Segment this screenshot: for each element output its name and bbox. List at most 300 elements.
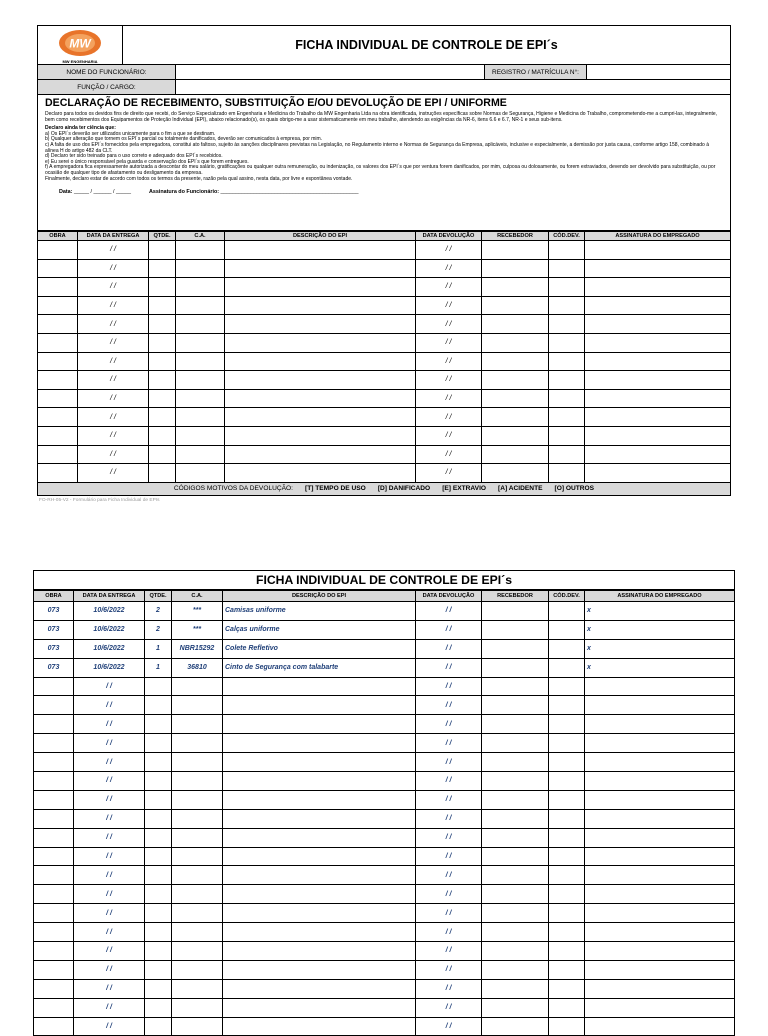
table-cell[interactable] [549,753,585,772]
table-cell[interactable] [482,658,549,677]
table-cell[interactable] [585,426,731,445]
table-cell[interactable] [482,790,549,809]
table-cell[interactable] [38,426,78,445]
table-cell[interactable]: / / [416,696,482,715]
table-cell[interactable] [585,333,731,352]
table-cell[interactable]: / / [74,942,145,961]
table-cell[interactable]: 36810 [172,658,223,677]
table-cell[interactable] [549,408,585,427]
table-cell[interactable]: NBR15292 [172,639,223,658]
funcao-field[interactable] [176,80,730,94]
table-cell[interactable] [482,734,549,753]
table-cell[interactable] [145,960,172,979]
table-cell[interactable] [145,828,172,847]
table-cell[interactable]: / / [78,278,149,297]
table-cell[interactable] [223,790,416,809]
table-cell[interactable] [482,809,549,828]
table-cell[interactable] [225,389,416,408]
table-cell[interactable] [225,259,416,278]
table-cell[interactable] [176,259,225,278]
table-cell[interactable] [149,352,176,371]
table-cell[interactable]: / / [416,847,482,866]
table-cell[interactable]: / / [74,866,145,885]
table-cell[interactable]: 10/6/2022 [74,602,145,621]
table-cell[interactable] [585,352,731,371]
table-cell[interactable] [482,333,549,352]
table-cell[interactable] [223,885,416,904]
table-cell[interactable] [585,389,731,408]
table-cell[interactable] [176,296,225,315]
table-cell[interactable]: / / [78,464,149,483]
table-cell[interactable] [482,942,549,961]
table-cell[interactable]: 073 [34,602,74,621]
table-cell[interactable] [149,296,176,315]
table-cell[interactable] [34,885,74,904]
table-cell[interactable] [34,923,74,942]
table-cell[interactable] [585,809,735,828]
table-cell[interactable] [482,923,549,942]
table-cell[interactable] [482,979,549,998]
table-cell[interactable] [223,696,416,715]
table-cell[interactable] [145,942,172,961]
table-cell[interactable]: 1 [145,658,172,677]
table-cell[interactable] [549,715,585,734]
table-cell[interactable] [225,352,416,371]
table-cell[interactable] [38,315,78,334]
table-cell[interactable]: / / [416,389,482,408]
table-cell[interactable] [145,979,172,998]
table-cell[interactable] [549,389,585,408]
table-cell[interactable] [223,753,416,772]
table-cell[interactable] [34,979,74,998]
table-cell[interactable] [223,979,416,998]
table-cell[interactable]: / / [74,734,145,753]
table-cell[interactable]: x [585,602,735,621]
table-cell[interactable] [549,696,585,715]
table-cell[interactable] [549,278,585,297]
table-cell[interactable] [585,715,735,734]
table-cell[interactable] [482,389,549,408]
table-cell[interactable] [225,333,416,352]
table-cell[interactable]: / / [74,772,145,791]
table-cell[interactable]: / / [416,333,482,352]
table-cell[interactable] [145,1017,172,1036]
table-cell[interactable] [38,278,78,297]
table-cell[interactable] [225,445,416,464]
table-cell[interactable] [585,772,735,791]
table-cell[interactable]: / / [416,241,482,260]
table-cell[interactable] [585,464,731,483]
table-cell[interactable] [145,734,172,753]
table-cell[interactable] [549,809,585,828]
table-cell[interactable] [585,790,735,809]
table-cell[interactable]: / / [416,1017,482,1036]
table-cell[interactable] [549,979,585,998]
table-cell[interactable] [149,241,176,260]
table-cell[interactable] [585,445,731,464]
table-cell[interactable]: 10/6/2022 [74,639,145,658]
table-cell[interactable] [149,259,176,278]
table-cell[interactable] [223,715,416,734]
table-cell[interactable] [38,389,78,408]
table-cell[interactable] [549,677,585,696]
table-cell[interactable]: / / [416,866,482,885]
table-cell[interactable] [549,847,585,866]
table-cell[interactable]: / / [416,426,482,445]
table-cell[interactable] [145,885,172,904]
table-cell[interactable] [585,847,735,866]
date-fill[interactable]: _____ / ______ / _____ [73,189,131,196]
table-cell[interactable] [149,426,176,445]
table-cell[interactable]: / / [416,677,482,696]
table-cell[interactable]: / / [74,904,145,923]
table-cell[interactable]: / / [416,259,482,278]
table-cell[interactable] [585,241,731,260]
table-cell[interactable]: / / [78,408,149,427]
table-cell[interactable] [172,847,223,866]
table-cell[interactable] [585,371,731,390]
table-cell[interactable] [482,620,549,639]
table-cell[interactable]: / / [416,315,482,334]
table-cell[interactable]: / / [78,426,149,445]
table-cell[interactable]: 2 [145,602,172,621]
table-cell[interactable] [38,241,78,260]
table-cell[interactable] [34,998,74,1017]
table-cell[interactable]: / / [74,979,145,998]
table-cell[interactable]: / / [416,753,482,772]
table-cell[interactable] [172,923,223,942]
table-cell[interactable] [172,828,223,847]
table-cell[interactable] [549,960,585,979]
table-cell[interactable] [172,772,223,791]
table-cell[interactable] [482,371,549,390]
table-cell[interactable]: / / [416,772,482,791]
table-cell[interactable]: / / [74,753,145,772]
table-cell[interactable]: / / [416,960,482,979]
table-cell[interactable] [482,866,549,885]
table-cell[interactable] [225,371,416,390]
table-cell[interactable] [145,847,172,866]
table-cell[interactable] [585,1017,735,1036]
table-cell[interactable] [172,866,223,885]
table-cell[interactable]: / / [78,296,149,315]
table-cell[interactable] [38,296,78,315]
table-cell[interactable] [145,715,172,734]
table-cell[interactable] [225,464,416,483]
table-cell[interactable]: / / [74,828,145,847]
table-cell[interactable]: / / [416,904,482,923]
table-cell[interactable]: Cinto de Segurança com talabarte [223,658,416,677]
table-cell[interactable]: / / [416,998,482,1017]
table-cell[interactable] [38,371,78,390]
table-cell[interactable] [34,942,74,961]
signature-fill[interactable]: ______________________________________________ [220,189,359,196]
table-cell[interactable] [223,998,416,1017]
table-cell[interactable]: / / [416,828,482,847]
table-cell[interactable] [225,315,416,334]
table-cell[interactable] [149,371,176,390]
table-cell[interactable] [482,715,549,734]
table-cell[interactable]: / / [416,278,482,297]
table-cell[interactable] [145,809,172,828]
table-cell[interactable] [145,904,172,923]
table-cell[interactable] [549,866,585,885]
table-cell[interactable]: / / [74,885,145,904]
table-cell[interactable] [34,960,74,979]
table-cell[interactable]: / / [78,333,149,352]
table-cell[interactable]: Calças uniforme [223,620,416,639]
table-cell[interactable] [172,979,223,998]
table-cell[interactable] [482,885,549,904]
table-cell[interactable] [223,1017,416,1036]
table-cell[interactable] [145,753,172,772]
table-cell[interactable]: / / [416,620,482,639]
table-cell[interactable] [225,278,416,297]
table-cell[interactable] [549,352,585,371]
table-cell[interactable] [482,847,549,866]
table-cell[interactable] [223,772,416,791]
table-cell[interactable] [176,241,225,260]
table-cell[interactable]: / / [416,790,482,809]
table-cell[interactable] [145,866,172,885]
table-cell[interactable] [149,278,176,297]
table-cell[interactable] [38,408,78,427]
table-cell[interactable] [549,315,585,334]
table-cell[interactable]: / / [416,942,482,961]
table-cell[interactable]: / / [416,923,482,942]
table-cell[interactable] [223,960,416,979]
table-cell[interactable] [149,464,176,483]
table-cell[interactable] [223,734,416,753]
table-cell[interactable]: 073 [34,658,74,677]
table-cell[interactable] [482,998,549,1017]
table-cell[interactable]: / / [78,445,149,464]
table-cell[interactable] [549,772,585,791]
table-cell[interactable] [176,371,225,390]
table-cell[interactable] [549,923,585,942]
table-cell[interactable]: / / [416,371,482,390]
table-cell[interactable] [482,296,549,315]
table-cell[interactable] [585,998,735,1017]
table-cell[interactable] [482,904,549,923]
table-cell[interactable] [149,389,176,408]
table-cell[interactable] [172,677,223,696]
table-cell[interactable] [482,753,549,772]
table-cell[interactable] [482,828,549,847]
table-cell[interactable]: x [585,658,735,677]
table-cell[interactable]: / / [74,1017,145,1036]
table-cell[interactable] [149,315,176,334]
table-cell[interactable] [225,241,416,260]
table-cell[interactable] [172,734,223,753]
table-cell[interactable] [482,352,549,371]
table-cell[interactable] [585,885,735,904]
table-cell[interactable]: / / [416,464,482,483]
table-cell[interactable] [482,464,549,483]
table-cell[interactable] [585,315,731,334]
table-cell[interactable] [549,371,585,390]
table-cell[interactable]: / / [416,445,482,464]
table-cell[interactable] [38,464,78,483]
table-cell[interactable]: / / [74,715,145,734]
table-cell[interactable] [34,809,74,828]
table-cell[interactable] [549,259,585,278]
table-cell[interactable]: / / [416,734,482,753]
table-cell[interactable] [172,904,223,923]
table-cell[interactable] [34,904,74,923]
table-cell[interactable]: 2 [145,620,172,639]
table-cell[interactable]: / / [416,885,482,904]
table-cell[interactable] [176,408,225,427]
table-cell[interactable] [585,960,735,979]
table-cell[interactable] [172,942,223,961]
table-cell[interactable] [223,866,416,885]
table-cell[interactable] [38,352,78,371]
table-cell[interactable]: / / [416,658,482,677]
table-cell[interactable]: / / [78,352,149,371]
table-cell[interactable] [482,1017,549,1036]
table-cell[interactable]: x [585,639,735,658]
table-cell[interactable] [172,998,223,1017]
table-cell[interactable] [176,352,225,371]
table-cell[interactable] [149,333,176,352]
table-cell[interactable] [145,696,172,715]
table-cell[interactable] [585,828,735,847]
table-cell[interactable] [172,753,223,772]
table-cell[interactable] [585,278,731,297]
table-cell[interactable] [549,639,585,658]
table-cell[interactable] [34,734,74,753]
table-cell[interactable] [549,333,585,352]
table-cell[interactable]: / / [416,408,482,427]
table-cell[interactable] [225,426,416,445]
table-cell[interactable] [172,696,223,715]
table-cell[interactable]: 073 [34,620,74,639]
table-cell[interactable] [585,866,735,885]
table-cell[interactable] [585,296,731,315]
table-cell[interactable] [482,315,549,334]
table-cell[interactable] [223,904,416,923]
registro-field[interactable] [587,65,730,79]
table-cell[interactable]: x [585,620,735,639]
table-cell[interactable] [223,847,416,866]
table-cell[interactable]: 10/6/2022 [74,658,145,677]
table-cell[interactable] [585,979,735,998]
table-cell[interactable] [585,753,735,772]
table-cell[interactable] [34,828,74,847]
table-cell[interactable] [176,315,225,334]
table-cell[interactable]: / / [74,790,145,809]
table-cell[interactable] [585,904,735,923]
table-cell[interactable] [34,753,74,772]
table-cell[interactable] [34,866,74,885]
table-cell[interactable]: / / [74,960,145,979]
table-cell[interactable]: / / [74,809,145,828]
table-cell[interactable]: 073 [34,639,74,658]
table-cell[interactable]: / / [74,677,145,696]
table-cell[interactable] [34,715,74,734]
table-cell[interactable]: / / [416,602,482,621]
table-cell[interactable]: / / [416,979,482,998]
table-cell[interactable]: / / [74,998,145,1017]
table-cell[interactable] [38,333,78,352]
table-cell[interactable]: / / [416,809,482,828]
table-cell[interactable] [549,426,585,445]
table-cell[interactable]: / / [416,296,482,315]
table-cell[interactable] [176,278,225,297]
table-cell[interactable] [585,942,735,961]
table-cell[interactable] [549,904,585,923]
table-cell[interactable] [549,998,585,1017]
table-cell[interactable] [549,620,585,639]
table-cell[interactable]: / / [78,259,149,278]
table-cell[interactable] [145,998,172,1017]
table-cell[interactable] [482,259,549,278]
table-cell[interactable] [176,445,225,464]
table-cell[interactable]: / / [78,389,149,408]
table-cell[interactable] [482,677,549,696]
table-cell[interactable]: / / [78,315,149,334]
table-cell[interactable] [176,426,225,445]
employee-name-field[interactable] [176,65,485,79]
table-cell[interactable] [585,259,731,278]
table-cell[interactable] [585,696,735,715]
table-cell[interactable] [34,772,74,791]
table-cell[interactable] [549,296,585,315]
table-cell[interactable] [34,696,74,715]
table-cell[interactable] [585,923,735,942]
table-cell[interactable]: Colete Refletivo [223,639,416,658]
table-cell[interactable] [482,696,549,715]
table-cell[interactable] [549,464,585,483]
table-cell[interactable] [34,677,74,696]
table-cell[interactable] [38,259,78,278]
table-cell[interactable] [172,885,223,904]
table-cell[interactable] [585,408,731,427]
table-cell[interactable] [482,960,549,979]
table-cell[interactable] [145,677,172,696]
table-cell[interactable] [549,658,585,677]
table-cell[interactable] [145,772,172,791]
table-cell[interactable]: *** [172,620,223,639]
table-cell[interactable]: Camisas uniforme [223,602,416,621]
table-cell[interactable]: 1 [145,639,172,658]
table-cell[interactable] [149,408,176,427]
table-cell[interactable] [223,942,416,961]
table-cell[interactable]: / / [78,241,149,260]
table-cell[interactable] [482,241,549,260]
table-cell[interactable] [585,734,735,753]
table-cell[interactable] [549,445,585,464]
table-cell[interactable]: / / [78,371,149,390]
table-cell[interactable] [549,602,585,621]
table-cell[interactable] [223,828,416,847]
table-cell[interactable] [225,296,416,315]
table-cell[interactable] [223,923,416,942]
table-cell[interactable] [172,790,223,809]
table-cell[interactable] [34,1017,74,1036]
table-cell[interactable] [549,734,585,753]
table-cell[interactable]: / / [416,715,482,734]
table-cell[interactable] [149,445,176,464]
table-cell[interactable] [176,389,225,408]
table-cell[interactable]: / / [416,639,482,658]
table-cell[interactable] [34,847,74,866]
table-cell[interactable]: / / [74,696,145,715]
table-cell[interactable] [482,602,549,621]
table-cell[interactable] [585,677,735,696]
table-cell[interactable] [38,445,78,464]
